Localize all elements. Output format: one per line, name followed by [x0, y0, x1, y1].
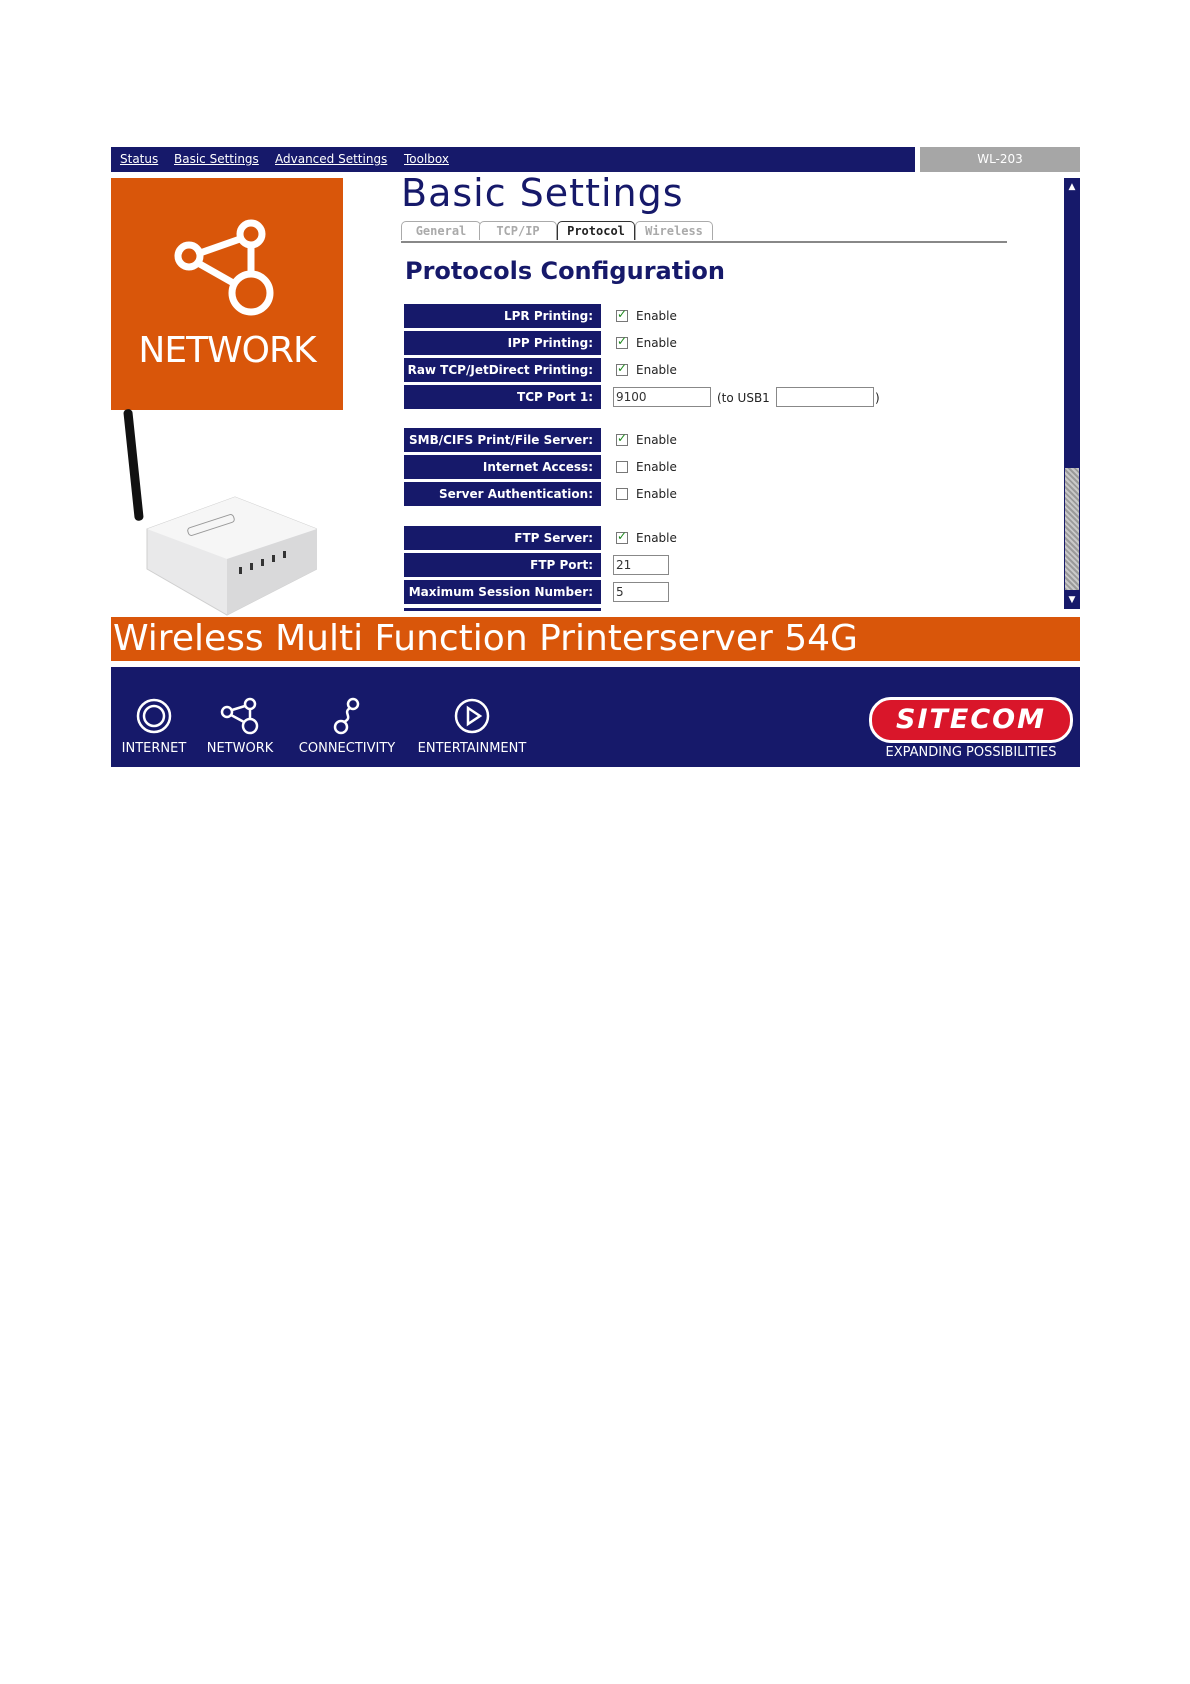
lpr-printing-checkbox[interactable]	[616, 310, 628, 322]
footer-internet-link[interactable]	[121, 697, 187, 756]
footer-entertainment-link[interactable]	[411, 697, 533, 756]
smb-checkbox[interactable]	[616, 434, 628, 446]
internet-icon	[135, 697, 173, 735]
sitecom-logo: SITECOM	[869, 697, 1073, 743]
network-brand-tile	[111, 178, 343, 410]
router-admin-frame	[111, 147, 1080, 767]
smb-label: SMB/CIFS Print/File Server:	[404, 428, 601, 452]
settings-tabs	[401, 221, 1007, 243]
internet-access-row	[404, 455, 904, 479]
lpr-printing-label: LPR Printing:	[404, 304, 601, 328]
scroll-up-arrow-icon[interactable]: ▲	[1068, 182, 1076, 192]
brand-section-name: NETWORK	[138, 330, 316, 371]
network-icon	[219, 697, 261, 735]
tcp-port-label: TCP Port 1:	[404, 385, 601, 409]
raw-tcp-checkbox[interactable]	[616, 364, 628, 376]
max-session-label: Maximum Session Number:	[404, 580, 601, 604]
nav-link-basic-settings[interactable]: Basic Settings	[174, 152, 259, 166]
smb-option: Enable	[636, 433, 677, 447]
internet-access-label: Internet Access:	[404, 455, 601, 479]
footer-internet-label: INTERNET	[121, 741, 187, 756]
server-auth-row	[404, 482, 904, 506]
ftp-server-label: FTP Server:	[404, 526, 601, 550]
max-session-input[interactable]	[613, 582, 669, 602]
network-icon	[171, 216, 281, 326]
connectivity-icon	[328, 697, 366, 735]
nav-link-toolbox[interactable]: Toolbox	[404, 152, 449, 166]
section-title: Protocols Configuration	[405, 257, 726, 285]
ftp-server-row	[404, 526, 904, 550]
nav-link-status[interactable]: Status	[120, 152, 159, 166]
raw-tcp-row	[404, 358, 904, 382]
tab-tcpip[interactable]: TCP/IP	[479, 221, 557, 240]
footer-bar	[111, 667, 1080, 767]
printserver-device-image	[117, 409, 317, 619]
ipp-printing-option: Enable	[636, 336, 677, 350]
page-title: Basic Settings	[401, 171, 684, 215]
ftp-port-row	[404, 553, 904, 577]
scroll-down-arrow-icon[interactable]: ▼	[1068, 595, 1076, 605]
footer-connectivity-label: CONNECTIVITY	[298, 741, 396, 756]
tab-general[interactable]: General	[401, 221, 481, 240]
ftp-server-checkbox[interactable]	[616, 532, 628, 544]
footer-connectivity-link[interactable]	[295, 697, 399, 756]
footer-network-label: NETWORK	[206, 741, 274, 756]
content-scrollbar[interactable]	[1064, 178, 1080, 609]
max-session-row	[404, 580, 904, 604]
ftp-port-input[interactable]	[613, 555, 669, 575]
next-row-edge	[404, 608, 601, 611]
ipp-printing-label: IPP Printing:	[404, 331, 601, 355]
tcp-port-usb-label: (to USB1	[717, 391, 770, 405]
internet-access-option: Enable	[636, 460, 677, 474]
raw-tcp-option: Enable	[636, 363, 677, 377]
product-name-band: Wireless Multi Function Printerserver 54G	[111, 617, 1080, 661]
tcp-port-usb-input[interactable]	[776, 387, 874, 407]
server-auth-label: Server Authentication:	[404, 482, 601, 506]
ftp-server-option: Enable	[636, 531, 677, 545]
tab-protocol[interactable]: Protocol	[557, 221, 635, 240]
lpr-printing-row	[404, 304, 904, 328]
nav-link-advanced-settings[interactable]: Advanced Settings	[275, 152, 388, 166]
tcp-port-input[interactable]	[613, 387, 711, 407]
scrollbar-thumb[interactable]	[1065, 468, 1079, 590]
ipp-printing-row	[404, 331, 904, 355]
tcp-port-row	[404, 385, 904, 409]
tab-wireless[interactable]: Wireless	[635, 221, 713, 240]
lpr-printing-option: Enable	[636, 309, 677, 323]
ipp-printing-checkbox[interactable]	[616, 337, 628, 349]
footer-network-link[interactable]	[203, 697, 277, 756]
server-auth-checkbox[interactable]	[616, 488, 628, 500]
internet-access-checkbox[interactable]	[616, 461, 628, 473]
top-nav	[111, 147, 915, 172]
ftp-port-label: FTP Port:	[404, 553, 601, 577]
smb-row	[404, 428, 904, 452]
tcp-port-close-paren: )	[875, 391, 880, 405]
footer-entertainment-label: ENTERTAINMENT	[417, 741, 527, 756]
brand-tagline: EXPANDING POSSIBILITIES	[885, 745, 1057, 760]
raw-tcp-label: Raw TCP/JetDirect Printing:	[404, 358, 601, 382]
play-icon	[453, 697, 491, 735]
server-auth-option: Enable	[636, 487, 677, 501]
model-badge: WL-203	[920, 147, 1080, 172]
